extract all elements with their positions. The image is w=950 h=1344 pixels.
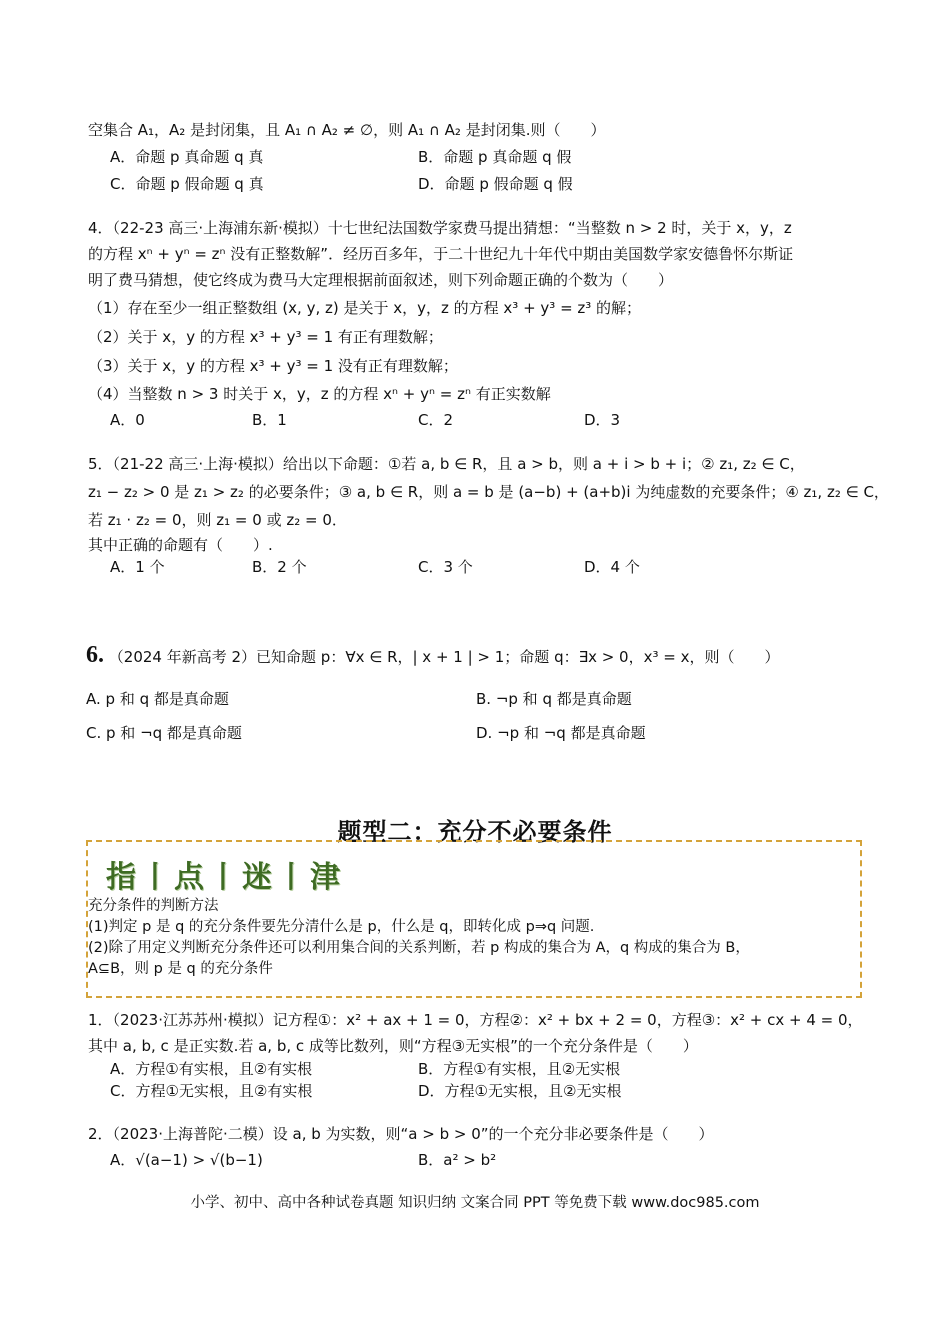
p1-option-d: D．方程①无实根，且②无实根 xyxy=(418,1082,622,1100)
q5-option-c: C．3 个 xyxy=(418,558,473,576)
q3-option-d: D．命题 p 假命题 q 假 xyxy=(418,175,573,193)
p1-option-a: A．方程①有实根，且②有实根 xyxy=(110,1060,313,1078)
q6-number: 6. xyxy=(86,642,104,668)
tip-line-2: (1)判定 p 是 q 的充分条件要先分清什么是 p，什么是 q，即转化成 p⇒q 问题. xyxy=(88,919,595,935)
q4-stem-line-3: 明了费马猜想，使它终成为费马大定理根据前面叙述，则下列命题正确的个数为（ ） xyxy=(88,271,674,289)
q5-option-a: A．1 个 xyxy=(110,558,165,576)
q4-statement-2: （2）关于 x，y 的方程 x³ + y³ = 1 有正有理数解； xyxy=(88,328,443,346)
tip-line-1: 充分条件的判断方法 xyxy=(88,898,219,914)
q3-option-a: A．命题 p 真命题 q 真 xyxy=(110,148,264,166)
tip-line-3: (2)除了用定义判断充分条件还可以利用集合间的关系判断，若 p 构成的集合为 A，q 构成的集合为 B， xyxy=(88,940,750,956)
q3-option-c: C．命题 p 假命题 q 真 xyxy=(110,175,264,193)
q5-stem-line-4: 其中正确的命题有（ ）. xyxy=(88,536,273,554)
q5-stem-line-1: 5．（21-22 高三·上海·模拟）给出以下命题：①若 a, b ∈ R，且 a > b，则 a + i > b + i；② z₁, z₂ ∈ C， xyxy=(88,455,805,473)
tip-line-4: A⊆B，则 p 是 q 的充分条件 xyxy=(88,961,273,977)
q6-option-d: D. ¬p 和 ¬q 都是真命题 xyxy=(476,724,646,742)
q4-statement-3: （3）关于 x，y 的方程 x³ + y³ = 1 没有正有理数解； xyxy=(88,357,458,375)
p2-stem: 2．（2023·上海普陀·二模）设 a, b 为实数，则“a > b > 0”的一个充分非必要条件是（ ） xyxy=(88,1125,714,1143)
tip-heading: 指丨点丨迷丨津 xyxy=(106,860,344,895)
p1-option-b: B．方程①有实根，且②无实根 xyxy=(418,1060,621,1078)
q4-stem-line-1: 4．（22-23 高三·上海浦东新·模拟）十七世纪法国数学家费马提出猜想：“当整数 n > 2 时，关于 x，y，z xyxy=(88,219,792,237)
q5-option-d: D．4 个 xyxy=(584,558,640,576)
q4-option-a: A．0 xyxy=(110,411,145,429)
q3-stem: 空集合 A₁，A₂ 是封闭集，且 A₁ ∩ A₂ ≠ ∅，则 A₁ ∩ A₂ 是封闭集.则（ ） xyxy=(88,121,606,139)
q5-stem-line-2: z₁ − z₂ > 0 是 z₁ > z₂ 的必要条件；③ a, b ∈ R，则 a = b 是 (a−b) + (a+b)i 为纯虚数的充要条件；④ z₁, z₂ ∈ C， xyxy=(88,483,889,501)
footer-text: 小学、初中、高中各种试卷真题 知识归纳 文案合同 PPT 等免费下载 www.doc985.com xyxy=(190,1195,760,1211)
p2-option-a: A．√(a−1) > √(b−1) xyxy=(110,1151,263,1169)
q4-option-d: D．3 xyxy=(584,411,621,429)
q6-option-c: C. p 和 ¬q 都是真命题 xyxy=(86,724,242,742)
q6-stem xyxy=(86,640,779,672)
p1-stem-line-1: 1．（2023·江苏苏州·模拟）记方程①：x² + ax + 1 = 0，方程②：x² + bx + 2 = 0，方程③：x² + cx + 4 = 0， xyxy=(88,1011,863,1029)
q4-statement-4: （4）当整数 n > 3 时关于 x，y，z 的方程 xⁿ + yⁿ = zⁿ 有正实数解 xyxy=(88,385,551,403)
q4-option-b: B．1 xyxy=(252,411,287,429)
q6-option-b: B. ¬p 和 q 都是真命题 xyxy=(476,690,632,708)
p1-stem-line-2: 其中 a, b, c 是正实数.若 a, b, c 成等比数列，则“方程③无实根”的一个充分条件是（ ） xyxy=(88,1037,698,1055)
q6-stem-text: （2024 年新高考 2）已知命题 p：∀x ∈ R，| x + 1 | > 1；命题 q：∃x > 0，x³ = x，则（ ） xyxy=(108,648,780,666)
q6-option-a: A. p 和 q 都是真命题 xyxy=(86,690,229,708)
q5-stem-line-3: 若 z₁ · z₂ = 0，则 z₁ = 0 或 z₂ = 0． xyxy=(88,511,347,529)
q5-option-b: B．2 个 xyxy=(252,558,307,576)
p1-option-c: C．方程①无实根，且②有实根 xyxy=(110,1082,313,1100)
q4-stem-line-2: 的方程 xⁿ + yⁿ = zⁿ 没有正整数解”．经历百多年，于二十世纪九十年代中期由美国数学家安德鲁怀尔斯证 xyxy=(88,245,794,263)
q4-option-c: C．2 xyxy=(418,411,454,429)
p2-option-b: B．a² > b² xyxy=(418,1151,497,1169)
tip-box xyxy=(86,840,862,998)
q3-option-b: B．命题 p 真命题 q 假 xyxy=(418,148,572,166)
q4-statement-1: （1）存在至少一组正整数组 (x, y, z) 是关于 x，y，z 的方程 x³ + y³ = z³ 的解； xyxy=(88,299,642,317)
section-title: 题型二：充分不必要条件 xyxy=(337,818,613,846)
